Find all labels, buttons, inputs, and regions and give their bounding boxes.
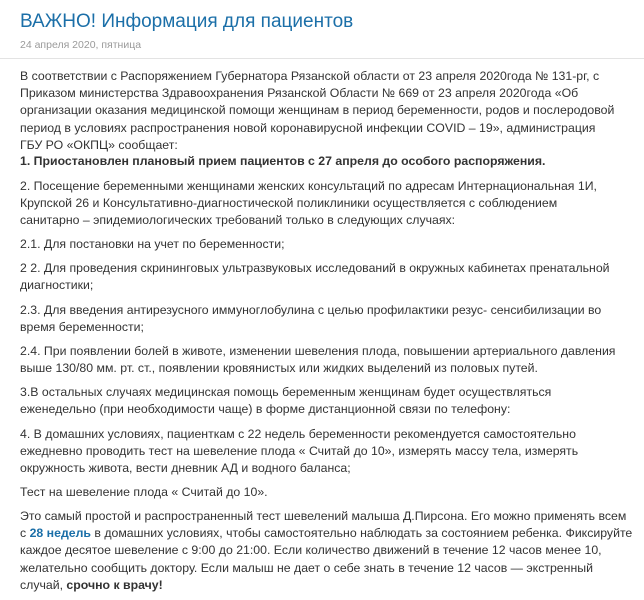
- point-3-paragraph: [20, 384, 630, 418]
- text-line: [20, 577, 630, 594]
- point-2-paragraph: [20, 178, 630, 230]
- text-line: 2. Посещение беременными женщинами женских консультаций по адресам Интернациональная 1И,: [20, 179, 597, 193]
- text-line: время беременности;: [20, 320, 144, 335]
- text-line: каждое десятое шевеление с 9:00 до 21:00. Если количество движений в течение 12 часов менее 10,: [20, 543, 602, 558]
- header-divider: [0, 58, 644, 59]
- point-2-4-paragraph: [20, 343, 630, 377]
- text-line: Крупской 26 и Консультативно-диагностической поликлиники осуществляется с соблюдением: [20, 196, 558, 211]
- page-title: ВАЖНО! Информация для пациентов: [20, 11, 354, 32]
- text-line: период в условиях распространения новой коронавирусной инфекции COVID – 19», администрация: [20, 120, 596, 135]
- point-4-paragraph: [20, 426, 630, 478]
- test-heading-paragraph: [20, 484, 630, 501]
- text-line: 3.В остальных случаях медицинская помощь беременным женщинам будет осуществляться: [20, 385, 552, 399]
- text-fragment: в домашних условиях, чтобы самостоятельно наблюдать за состоянием ребенка. Фиксируйте: [90, 526, 633, 541]
- intro-paragraph: [20, 68, 630, 154]
- urgent-text: срочно к врачу!: [66, 577, 163, 592]
- text-line: выше 130/80 мм. рт. ст., появлении кровянистых или жидких выделений из половых путей.: [20, 361, 538, 376]
- text-line: 1. Приостановлен плановый прием пациентов с 27 апреля до особого распоряжения.: [20, 154, 546, 168]
- text-line: 2.1. Для постановки на учет по беременности;: [20, 237, 285, 251]
- text-line: Это самый простой и распространенный тест шевелений малыша Д.Пирсона. Его можно применять всем: [20, 509, 627, 523]
- text-line: В соответствии с Распоряжением Губернатора Рязанской области от 23 апреля 2020года № 131-рг, с: [20, 69, 600, 83]
- text-line: диагностики;: [20, 278, 94, 293]
- text-line: организации оказания медицинской помощи женщинам в период беременности, родов и послеродовой: [20, 103, 615, 118]
- text-line: ГБУ РО «ОКПЦ» сообщает:: [20, 137, 178, 152]
- text-line: Приказом министерства Здравоохранения Рязанской Области № 669 от 23 апреля 2020года «Об: [20, 86, 579, 101]
- text-line: 2.4. При появлении болей в животе, изменении шевеления плода, повышении артериального давления: [20, 344, 616, 358]
- point-1-paragraph: [20, 153, 630, 170]
- text-line: 2 2. Для проведения скрининговых ультразвуковых исследований в окружных кабинетах пренатальной: [20, 261, 610, 275]
- text-line: 4. В домашних условиях, пациенткам с 22 недель беременности рекомендуется самостоятельно: [20, 427, 576, 441]
- point-2-3-paragraph: [20, 302, 630, 336]
- text-line: Тест на шевеление плода « Считай до 10».: [20, 485, 268, 499]
- text-line: 2.3. Для введения антирезусного иммуноглобулина с целью профилактики резус- сенсибилизации во: [20, 303, 602, 317]
- pearson-test-paragraph: [20, 508, 633, 594]
- point-2-1-paragraph: [20, 236, 630, 253]
- text-line: желательно сообщить доктору. Если малыш не дает о себе знать в течение 12 часов — экстренный: [20, 560, 593, 575]
- text-fragment: случай,: [20, 577, 67, 592]
- text-line: [20, 525, 633, 542]
- text-line: санитарно – эпидемиологических требований только в следующих случаях:: [20, 213, 456, 228]
- publish-date: 24 апреля 2020, пятница: [20, 39, 142, 51]
- text-line: ежедневно проводить тест на шевеление плода « Считай до 10», измерять массу тела, измерять: [20, 444, 579, 459]
- text-fragment: с: [20, 526, 30, 541]
- weeks-link[interactable]: 28 недель: [29, 526, 91, 541]
- point-2-2-paragraph: [20, 260, 630, 294]
- text-line: окружность живота, вести дневник АД и водного баланса;: [20, 461, 351, 476]
- text-line: еженедельно (при необходимости чаще) в форме дистанционной связи по телефону:: [20, 402, 511, 417]
